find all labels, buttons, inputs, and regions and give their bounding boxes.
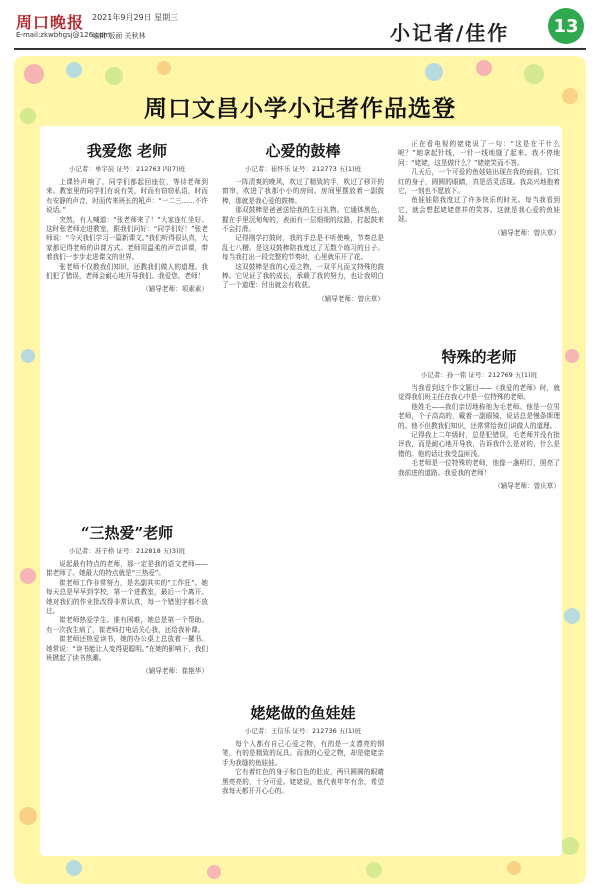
paragraph: 突然，有人喊道：“张老师来了！”大家连忙坐好。这时张老师走进教室，跟我们问好：“同学们好！”张老师说：“今天我们学习一篇新课文。”我们听得很认真，大家都记得老师的讲课方式。老师用温柔的声音讲课，带着我们一步步走进课文的世界。 (46, 215, 208, 262)
article-byline: 小记者：单宇辰 证号：212763 四(7)班 (68, 165, 186, 173)
article-title: 特殊的老师 (441, 348, 517, 366)
page-headline: 周口文昌小学小记者作品选登 (144, 95, 456, 122)
email-line: E-mail:zkwbhgsj@126.com (16, 31, 111, 39)
paragraph: 鱼娃娃陪我度过了许多快乐的时光。每当我看到它，就会想起姥姥慈祥的笑容。这就是我心爱的鱼娃娃。 (398, 196, 560, 224)
tutor-credit: （辅导老师：崔艳华） (142, 667, 208, 676)
article-title: “三热爱”老师 (80, 524, 174, 542)
paragraph: 一阵清爽的晚风，吹过了精致的手，吹过了移开的窗帘，吹进了我那小小的房间。房间里摆放着一副鼓棒，那就是我心爱的鼓棒。 (222, 178, 384, 205)
dateline: 2021年9月29日 星期三 (92, 13, 179, 22)
paragraph: 毛老师是一位特殊的老师，他像一盏明灯，照亮了我前进的道路。我爱我的老师！ (398, 459, 560, 477)
paragraph: 这双鼓棒是我的心爱之物，一双平凡而又特殊的鼓棒。它见证了我的成长，承载了我的努力，也让我明白了一个道理：付出就会有收获。 (222, 262, 384, 290)
article-byline: 小记者：王信乐 证号：212736 五(1)班 (244, 727, 362, 735)
tutor-credit: （辅导老师：曾庆草） (318, 294, 384, 303)
paragraph: 几天后，一个可爱的鱼娃娃出现在我的面前。它红红的身子，圆圆的眼睛，真是活灵活现。我高兴地抱着它，一刻也不愿放下。 (398, 168, 560, 196)
article-byline: 小记者：苏子格 证号：212818 五(3)班 (68, 547, 186, 555)
article-column-2b (222, 702, 384, 796)
header-divider (14, 48, 586, 50)
page-number-badge: 13 (548, 8, 584, 44)
article-title: 心爱的鼓棒 (265, 142, 341, 160)
newspaper-logo: 周口晚报 (16, 13, 85, 32)
article-byline: 小记者：孙一铭 证号：212769 五(1)班 (420, 371, 538, 379)
paragraph: 那双鼓棒是爸爸送给我的生日礼物。它通体黑色，握在手里沉甸甸的，表面有一层细细的纹路，打起鼓来不会打滑。 (222, 206, 384, 234)
tutor-credit: （辅导老师：项素素） (142, 285, 208, 294)
article-column-1b (46, 522, 208, 675)
masthead (0, 0, 600, 62)
article-column-2 (222, 140, 384, 303)
tutor-credit: （辅导老师：曾庆草） (494, 228, 560, 237)
tutor-credit: （辅导老师：曾庆草） (494, 482, 560, 491)
article-column-3b (398, 346, 560, 490)
paragraph: 张老师不仅教我们知识，还教我们做人的道理。我们犯了错误，老师会耐心地开导我们。我爱您，老师！ (46, 262, 208, 281)
article-body (398, 384, 560, 478)
article-column-3 (398, 140, 560, 237)
paragraph: 记得我上二年级时，总是犯错误，毛老师并没有批评我，而是耐心地开导我，告诉我什么是对的，什么是错的。他的话让我受益匪浅。 (398, 431, 560, 458)
article-byline: 小记者：崔怀乐 证号：212773 五(1)班 (244, 165, 362, 173)
paragraph: 上课铃声响了，同学们都起回座位，等待老师到来。教室里的同学们有说有笑，时而有窃窃私语，时而有安静的声音，时而传来班长的吼声：“一二三……不许说话。” (46, 178, 208, 215)
paragraph: 说起最有特点的老师，那一定是我的语文老师——崔老师了。她最大的特点就是“三热爱”。 (46, 560, 208, 578)
paragraph: 正在看电视的姥姥说了一句：“这是在干什么呢？”她拿起针线，一针一线地缝了起来。我不停地问：“姥姥，这是做什么？”姥姥笑而不答。 (398, 140, 560, 167)
paragraph: 崔老师工作非常努力，是名副其实的“工作狂”。她每天总是早早到学校，第一个进教室，最后一个离开。她对我们的作业批改得非常认真，每一个错别字都不放过。 (46, 578, 208, 616)
article-body (222, 740, 384, 796)
article-body (222, 178, 384, 291)
article-body (46, 560, 208, 663)
paragraph: 崔老师还热爱读书，她的办公桌上总放着一摞书。她常说：“读书能让人变得更聪明。”在她的影响下，我们班掀起了读书热潮。 (46, 635, 208, 663)
paragraph: 记得刚学打鼓时，我的手总是不听使唤，节奏总是乱七八糟。是这双鼓棒陪我度过了无数个练习的日子。每当我打出一段完整的节奏时，心里就乐开了花。 (222, 234, 384, 262)
article-title: 我爱您 老师 (86, 142, 168, 160)
article-column-1 (46, 140, 208, 293)
article-body-continued (398, 140, 560, 225)
paragraph: 他姓毛——我们亲切地称他为毛老师。他是一位男老师，个子高高的，戴着一副眼镜，说话总是慢条斯理的。他不但教我们知识，还常常给我们讲做人的道理。 (398, 402, 560, 430)
article-title: 姥姥做的鱼娃娃 (250, 704, 356, 722)
section-title: 小记者/佳作 (390, 21, 510, 45)
paragraph: 它有着红色的身子和白色的肚皮，两只圆圆的眼睛黑亮亮的，十分可爱。姥姥说，鱼代表年年有余，希望我每天都开开心心的。 (222, 768, 384, 796)
paragraph: 崔老师热爱学生。谁有困难，她总是第一个帮助。有一次我生病了，崔老师打电话关心我，还给我补课。 (46, 616, 208, 634)
paragraph: 每个人都有自己心爱之物，有的是一支漂亮的钢笔，有的是精致的玩具。而我的心爱之物，却是姥姥亲手为我缝的鱼娃娃。 (222, 740, 384, 767)
article-body (46, 178, 208, 281)
editor-line: 编辑 版面 关秋林 (92, 32, 146, 40)
paragraph: 当我看到这个作文题目——《我爱的老师》时，就觉得我们班主任在我心中是一位特殊的老师。 (398, 384, 560, 402)
